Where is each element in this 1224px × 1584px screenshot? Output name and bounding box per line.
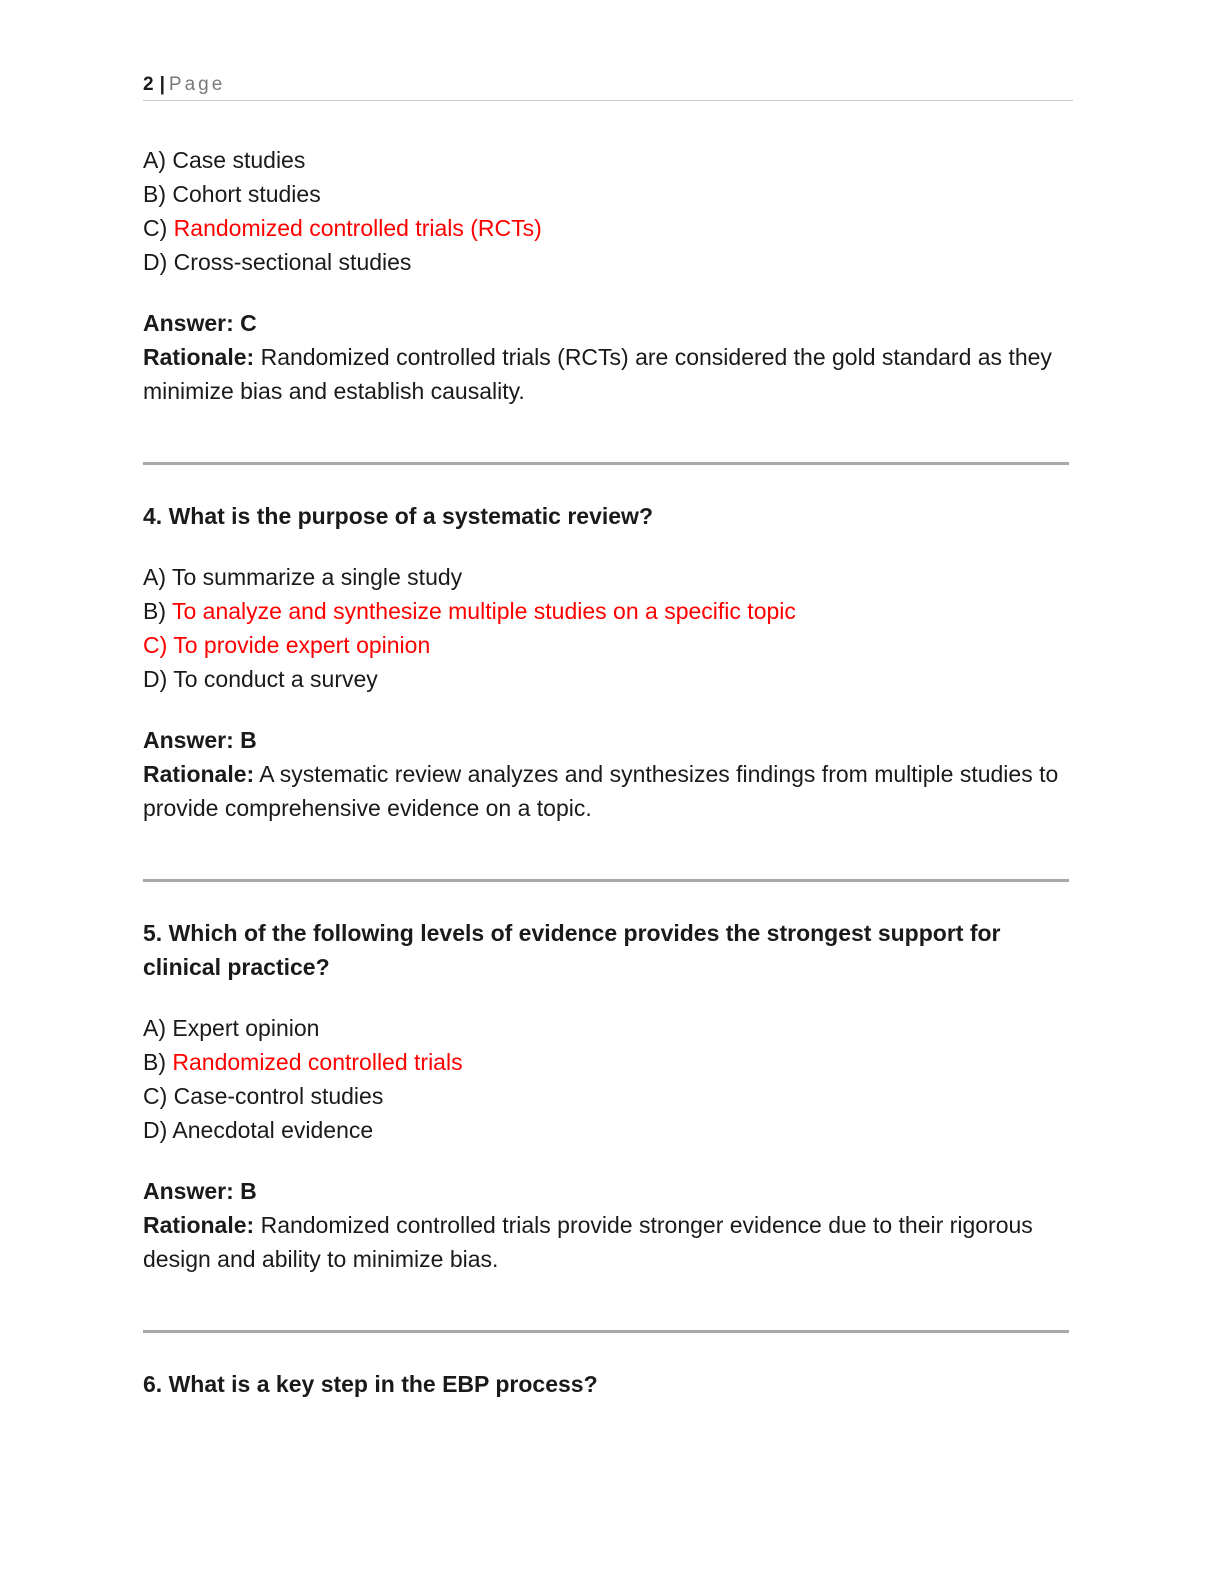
page-label: Page bbox=[168, 74, 226, 95]
option-prefix: C) bbox=[143, 215, 174, 241]
document-body bbox=[143, 143, 1073, 1401]
option-prefix: D) bbox=[143, 666, 174, 692]
question-6-block bbox=[143, 1367, 1073, 1401]
rationale bbox=[143, 340, 1073, 408]
option-prefix: D) bbox=[143, 1117, 173, 1143]
option-a bbox=[143, 560, 1073, 594]
option-text: Case studies bbox=[172, 147, 306, 173]
page-header bbox=[143, 72, 1073, 101]
question-title: 4. What is the purpose of a systematic review? bbox=[143, 503, 653, 529]
option-text: To summarize a single study bbox=[171, 564, 463, 590]
option-b bbox=[143, 177, 1073, 211]
option-a bbox=[143, 1011, 1073, 1045]
option-text: Cohort studies bbox=[172, 181, 321, 207]
option-text-highlighted: To analyze and synthesize multiple studies on a specific topic bbox=[171, 598, 796, 624]
answer-line: Answer: B bbox=[143, 727, 257, 753]
answer-line: Answer: C bbox=[143, 310, 257, 336]
option-b-correct bbox=[143, 594, 1073, 628]
option-text: To conduct a survey bbox=[173, 666, 378, 692]
page-number: 2 bbox=[143, 74, 154, 95]
option-text-highlighted: To provide expert opinion bbox=[173, 632, 431, 658]
option-text: Expert opinion bbox=[172, 1015, 320, 1041]
header-separator: | bbox=[159, 74, 165, 95]
question-3-block bbox=[143, 143, 1073, 408]
rationale-label: Rationale: bbox=[143, 761, 255, 787]
option-text: Anecdotal evidence bbox=[172, 1117, 374, 1143]
question-title: 6. What is a key step in the EBP process? bbox=[143, 1371, 598, 1397]
option-text-highlighted: Randomized controlled trials bbox=[172, 1049, 463, 1075]
question-5-block bbox=[143, 916, 1073, 1276]
rationale bbox=[143, 1208, 1073, 1276]
rationale-text: Randomized controlled trials (RCTs) are considered the gold standard as they minimize bias and establish causality. bbox=[143, 344, 1052, 404]
option-d bbox=[143, 662, 1073, 696]
rationale-text: Randomized controlled trials provide stronger evidence due to their rigorous design and ability to minimize bias. bbox=[143, 1212, 1033, 1272]
question-title: 5. Which of the following levels of evidence provides the strongest support for clinical practice? bbox=[143, 920, 1001, 980]
option-prefix: C) bbox=[143, 632, 174, 658]
option-prefix: D) bbox=[143, 249, 174, 275]
rationale-label: Rationale: bbox=[143, 344, 255, 370]
option-text: Cross-sectional studies bbox=[173, 249, 412, 275]
option-d bbox=[143, 1113, 1073, 1147]
answer-line: Answer: B bbox=[143, 1178, 257, 1204]
rationale bbox=[143, 757, 1073, 825]
rationale-label: Rationale: bbox=[143, 1212, 255, 1238]
option-prefix: C) bbox=[143, 1083, 174, 1109]
option-d bbox=[143, 245, 1073, 279]
option-text: Case-control studies bbox=[173, 1083, 384, 1109]
option-prefix: A) bbox=[143, 564, 172, 590]
option-prefix: B) bbox=[143, 1049, 173, 1075]
rationale-text: A systematic review analyzes and synthesizes findings from multiple studies to provide comprehensive evidence on a topic. bbox=[143, 761, 1059, 821]
option-text-highlighted: Randomized controlled trials (RCTs) bbox=[173, 215, 542, 241]
option-b-correct bbox=[143, 1045, 1073, 1079]
option-prefix: B) bbox=[143, 181, 173, 207]
option-prefix: A) bbox=[143, 1015, 173, 1041]
option-a bbox=[143, 143, 1073, 177]
option-prefix: A) bbox=[143, 147, 173, 173]
option-c-highlighted bbox=[143, 628, 1073, 662]
question-4-block bbox=[143, 499, 1073, 825]
option-prefix: B) bbox=[143, 598, 172, 624]
option-c bbox=[143, 1079, 1073, 1113]
option-c-correct bbox=[143, 211, 1073, 245]
